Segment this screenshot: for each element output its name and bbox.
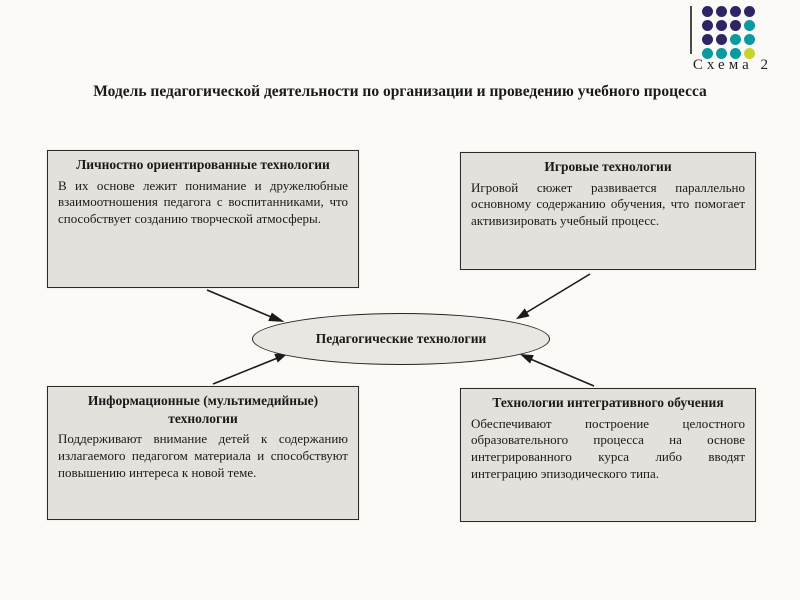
- arrow-bottom-right: [528, 358, 594, 386]
- box-game-tech: [460, 152, 756, 270]
- navy-dot: [730, 6, 741, 17]
- arrowhead-top-left: [269, 314, 282, 321]
- center-label: Педагогические технологии: [315, 331, 487, 346]
- page-title: Модель педагогической деятельности по организации и проведению учебного процесса: [93, 83, 707, 100]
- box-body: Обеспечивают построение целостного образовательного процесса на основе интегрированного курса либо вводят интеграцию эпизодического типа.: [471, 415, 745, 482]
- arrow-bottom-left: [213, 357, 280, 384]
- teal-dot: [730, 34, 741, 45]
- arrow-top-left: [207, 290, 276, 319]
- teal-dot: [744, 34, 755, 45]
- arrow-top-right: [524, 274, 590, 314]
- logo-divider: [690, 6, 692, 54]
- navy-dot: [744, 6, 755, 17]
- box-title: Информационные (мультимедийные) технологии: [87, 393, 319, 426]
- scheme-label: Схема 2: [692, 57, 772, 73]
- center-ellipse: [252, 313, 550, 365]
- navy-dot: [716, 6, 727, 17]
- box-title: Личностно ориентированные технологии: [76, 157, 330, 172]
- brand-logo: [690, 6, 757, 61]
- box-title: Технологии интегративного обучения: [492, 395, 724, 410]
- arrowhead-top-right: [518, 310, 528, 318]
- box-body: В их основе лежит понимание и дружелюбные взаимоотношения педагога с воспитанниками, что способствует созданию творческой атмосферы.: [58, 177, 348, 227]
- box-title: Игровые технологии: [544, 159, 672, 174]
- teal-dot: [744, 20, 755, 31]
- arrowhead-bottom-right: [522, 355, 533, 362]
- navy-dot: [730, 20, 741, 31]
- box-body: Поддерживают внимание детей к содержанию излагаемого педагогом материала и способствуют повышению интереса к новой теме.: [58, 431, 348, 480]
- dots-grid: [702, 6, 757, 61]
- box-personality-oriented-tech: [47, 150, 359, 288]
- navy-dot: [716, 20, 727, 31]
- box-body: Игровой сюжет развивается параллельно основному содержанию обучения, что помогает активизировать учебный процесс.: [471, 179, 745, 229]
- navy-dot: [716, 34, 727, 45]
- box-multimedia-tech: [47, 386, 359, 520]
- navy-dot: [702, 20, 713, 31]
- navy-dot: [702, 34, 713, 45]
- navy-dot: [702, 6, 713, 17]
- box-integrative-tech: [460, 388, 756, 522]
